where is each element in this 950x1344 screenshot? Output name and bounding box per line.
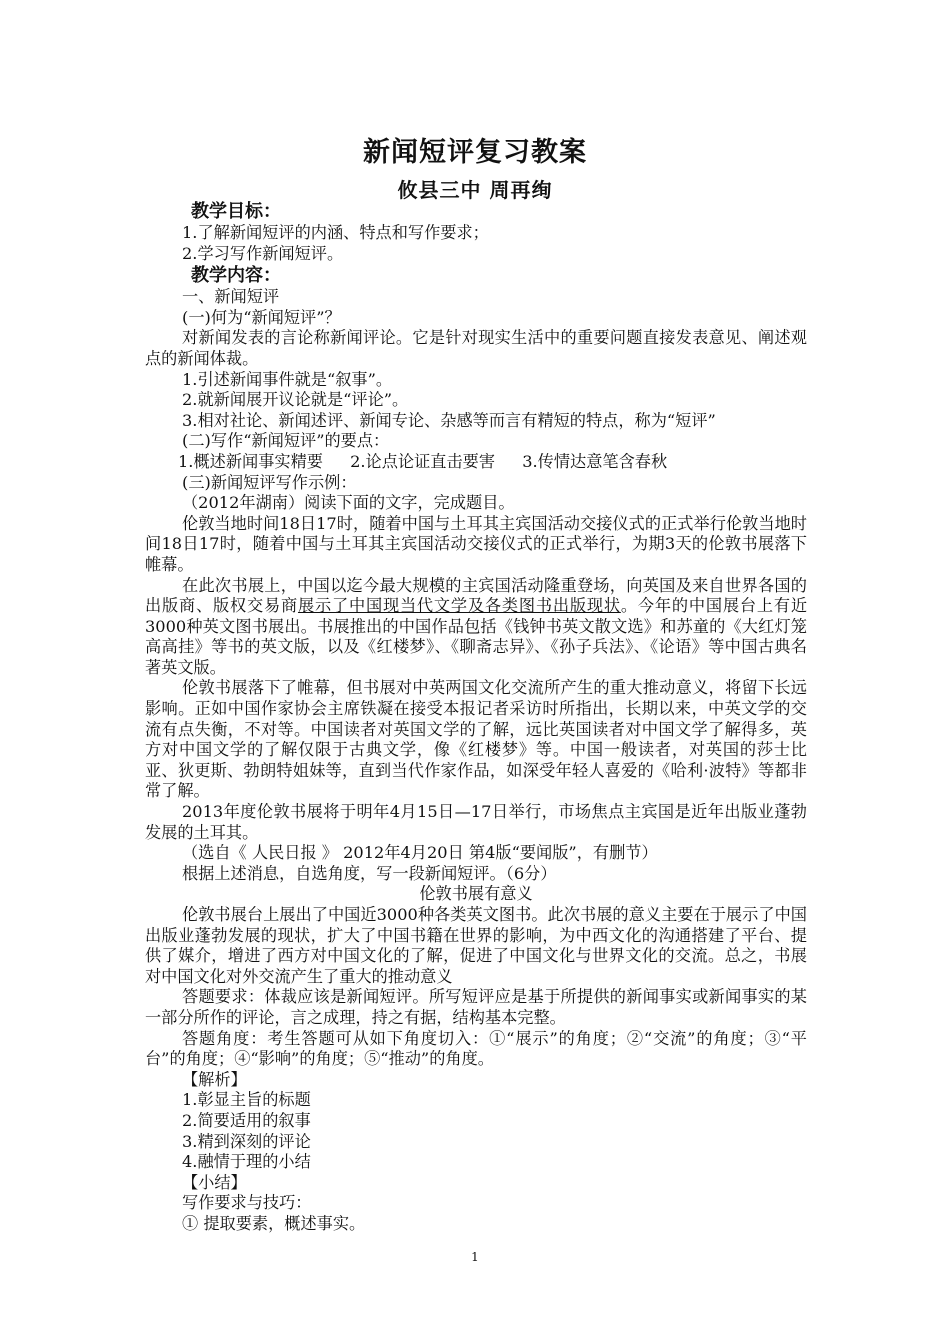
source-citation: （选自《 人民日报 》 2012年4月20日 第4版“要闻版”，有删节） bbox=[182, 843, 658, 863]
section-heading: 一、新闻短评 bbox=[182, 287, 280, 307]
page-number: 1 bbox=[471, 1250, 479, 1264]
news-paragraph: 2013年度伦敦书展将于明年4月15日—17日举行，市场焦点主宾国是近年出版业蓬勃发展的土耳其。 bbox=[145, 802, 807, 842]
goal-item: 2.学习写作新闻短评。 bbox=[182, 243, 344, 263]
subsection-heading: (二)写作“新闻短评”的要点： bbox=[182, 431, 390, 451]
answer-angles: 答题角度：考生答题可从如下角度切入：①“展示”的角度；②“交流”的角度；③“平台”的角度；④“影响”的角度；⑤“推动”的角度。 bbox=[145, 1028, 807, 1069]
subsection-heading: (一)何为“新闻短评”？ bbox=[182, 307, 341, 327]
summary-line: 写作要求与技巧： bbox=[182, 1193, 312, 1213]
analysis-item: 4.融情于理的小结 bbox=[182, 1152, 311, 1172]
news-text: 在此次书展上，中国以迄今最大规模的主宾国活动隆重登场，向英国及来自世界各国的出版商、版权交易商 bbox=[145, 575, 807, 616]
summary-heading: 【小结】 bbox=[182, 1172, 247, 1192]
key-point: 3.传情达意笔含春秋 bbox=[522, 451, 668, 471]
list-item: 1.引述新闻事件就是“叙事”。 bbox=[182, 369, 393, 389]
list-item: 3.相对社论、新闻述评、新闻专论、杂感等而言有精短的特点，称为“短评” bbox=[182, 410, 716, 430]
task-instruction: （2012年湖南）阅读下面的文字，完成题目。 bbox=[182, 493, 515, 513]
news-paragraph: 伦敦书展落下了帷幕，但书展对中英两国文化交流所产生的重大推动意义，将留下长远影响。正如中国作家协会主席铁凝在接受本报记者采访时所指出，长期以来，中英文学的交流有点失衡，不对等。中国读者对英国文学的了解，远比英国读者对中国文学了解得多，英方对中国文学的了解仅限于古典文学，像《红楼梦》等。中国一般读者，对英国的莎士比亚、狄更斯、勃朗特姐妹等，直到当代作家作品，如深受年轻人喜爱的《哈利·波特》等都非常了解。 bbox=[145, 678, 807, 801]
key-point: 2.论点论证直击要害 bbox=[350, 451, 496, 471]
question-prompt: 根据上述消息，自选角度，写一段新闻短评。（6分） bbox=[182, 863, 557, 883]
goals-heading: 教学目标： bbox=[191, 201, 281, 222]
key-point: 1.概述新闻事实精要 bbox=[178, 451, 323, 471]
news-paragraph: 伦敦当地时间18日17时，随着中国与土耳其主宾国活动交接仪式的正式举行伦敦当地时间18日17时，随着中国与土耳其主宾国活动交接仪式的正式举行，为期3天的伦敦书展落下帷幕。 bbox=[145, 513, 807, 574]
goal-item: 1.了解新闻短评的内涵、特点和写作要求； bbox=[182, 223, 489, 242]
analysis-heading: 【解析】 bbox=[182, 1069, 247, 1089]
analysis-item: 1.彰显主旨的标题 bbox=[182, 1090, 311, 1110]
analysis-item: 3.精到深刻的评论 bbox=[182, 1131, 311, 1151]
underlined-phrase: 展示了中国现当代文学及各类图书出版现状 bbox=[297, 596, 621, 616]
news-text: 。今年的中国展台上有近3000种英文图书展出。书展推出的中国作品包括《钱钟书英文散文选》和苏童的《大红灯笼高高挂》等书的英文版，以及《红楼梦》、《聊斋志异》、《孙子兵法》、《论语》等中国古典名著英文版。 bbox=[145, 596, 808, 677]
sample-title: 伦敦书展有意义 bbox=[419, 884, 533, 904]
subsection-heading: (三)新闻短评写作示例： bbox=[182, 472, 357, 492]
document-body bbox=[145, 200, 807, 1235]
analysis-item: 2.简要适用的叙事 bbox=[182, 1110, 311, 1130]
page-title: 新闻短评复习教案 bbox=[363, 137, 587, 168]
sample-answer: 伦敦书展台上展出了中国近3000种各类英文图书。此次书展的意义主要在于展示了中国出版业蓬勃发展的现状，扩大了中国书籍在世界的影响，为中西文化的沟通搭建了平台、提供了媒介，增进了西方对中国文化的了解，促进了中国文化与世界文化的交流。总之，书展对中国文化对外交流产生了重大的推动意义 bbox=[145, 905, 807, 986]
author-line: 攸县三中 周再绚 bbox=[397, 178, 553, 202]
definition-paragraph: 对新闻发表的言论称新闻评论。它是针对现实生活中的重要问题直接发表意见、阐述观点的新闻体裁。 bbox=[145, 328, 807, 368]
content-heading: 教学内容： bbox=[191, 265, 281, 287]
news-paragraph bbox=[145, 576, 807, 679]
list-item: 2.就新闻展开议论就是“评论”。 bbox=[182, 390, 409, 410]
summary-line: ① 提取要素，概述事实。 bbox=[182, 1213, 366, 1233]
key-points-row bbox=[145, 452, 807, 473]
answer-requirements: 答题要求：体裁应该是新闻短评。所写短评应是基于所提供的新闻事实或新闻事实的某一部分所作的评论，言之成理，持之有据，结构基本完整。 bbox=[145, 987, 807, 1027]
